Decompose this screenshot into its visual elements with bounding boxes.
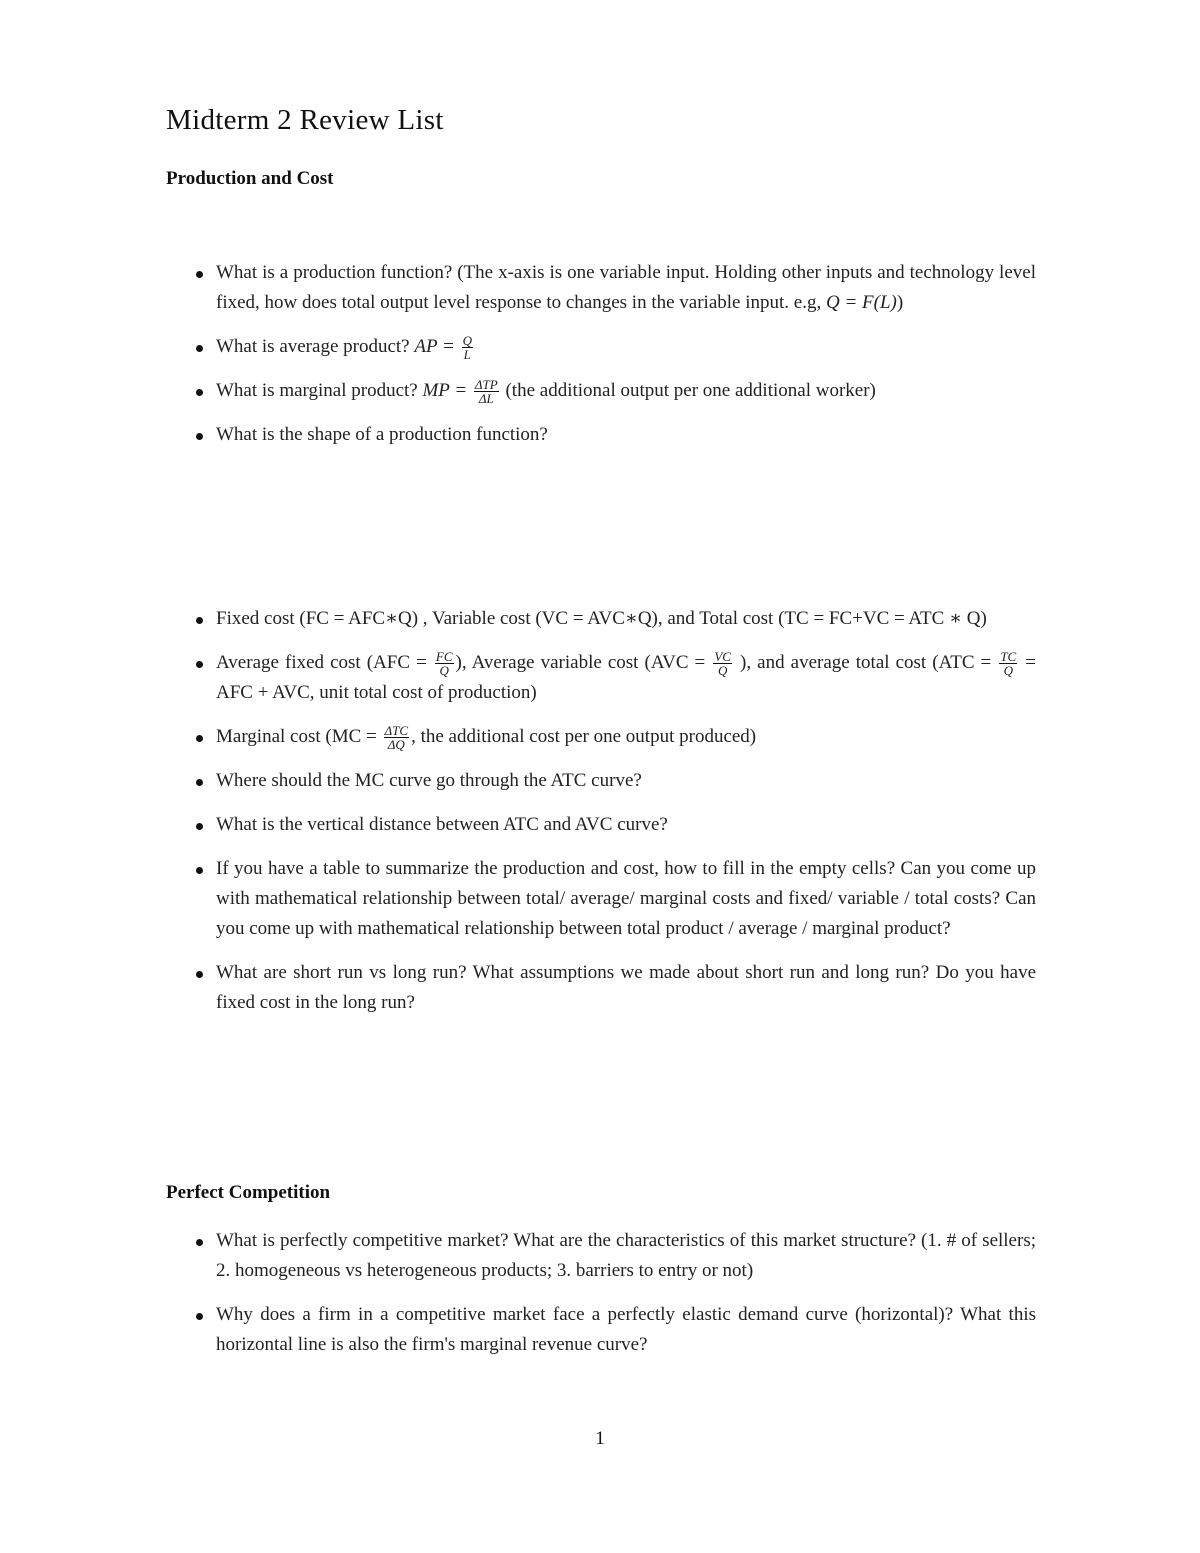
list-item: What is the shape of a production function? [166,420,1036,450]
page-number: 1 [595,1428,605,1449]
bullet-icon [196,617,203,624]
document-title: Midterm 2 Review List [166,104,444,136]
list-item: What are short run vs long run? What assumptions we made about short run and long run? Do you have fixed cost in the long run? [166,958,1036,1018]
bullet-icon [196,735,203,742]
section-heading-production: Production and Cost [166,168,334,189]
fraction: $\frac{\text{ΔTC}}{\Delta Q}$ [384,723,409,753]
bullet-icon [196,345,203,352]
list-item: Marginal cost (MC = $\frac{\text{ΔTC}}{\Delta Q}$ , the additional cost per one output produced) [166,722,1036,752]
fraction: $\frac{\text{ΔTP}}{\Delta L}$ [474,377,498,407]
bullet-icon [196,779,203,786]
fraction: $\frac{VC}{Q}$ [714,649,731,679]
list-item: What is marginal product? MP = $\frac{\text{ΔTP}}{\Delta L}$ (the additional output per one additional worker) [166,376,1036,406]
bullet-icon [196,389,203,396]
bullet-icon [196,661,203,668]
list-item: Why does a firm in a competitive market face a perfectly elastic demand curve (horizontal)? What this horizontal line is also the firm's marginal revenue curve? [166,1300,1036,1360]
list-item: What is the vertical distance between ATC and AVC curve? [166,810,1036,840]
production-list-2 [166,604,1036,1018]
bullet-icon [196,271,203,278]
bullet-icon [196,1313,203,1320]
list-item: What is perfectly competitive market? What are the characteristics of this market structure? (1. # of sellers; 2. homogeneous vs heterogeneous products; 3. barriers to entry or not) [166,1226,1036,1286]
fraction: $\frac{Q}{L}$ [462,333,472,363]
bullet-icon [196,971,203,978]
bullet-icon [196,823,203,830]
list-item: Where should the MC curve go through the ATC curve? [166,766,1036,796]
list-item: Fixed cost (FC = AFC∗Q) , Variable cost (VC = AVC∗Q), and Total cost (TC = FC+VC = ATC ∗ Q) [166,604,1036,634]
fraction: $\frac{TC}{Q}$ [1000,649,1017,679]
list-item: What is a production function? (The x-axis is one variable input. Holding other inputs and technology level fixed, how does total output level response to changes in the variable input. e.g, Q = F(L)) [166,258,1036,318]
bullet-icon [196,433,203,440]
bullet-icon [196,867,203,874]
list-item: If you have a table to summarize the production and cost, how to fill in the empty cells? Can you come up with mathematical relationship between total/ average/ marginal costs and fixed/ variable / total costs? Can you come up with mathematical relationship between total product / average / marginal product? [166,854,1036,944]
section-heading-competition: Perfect Competition [166,1182,331,1203]
fraction: $\frac{FC}{Q}$ [435,649,453,679]
bullet-icon [196,1239,203,1246]
production-list-1 [166,258,1036,450]
competition-list [166,1226,1036,1360]
list-item: Average fixed cost (AFC = $\frac{FC}{Q}$ ), Average variable cost (AVC = $\frac{VC}{Q}$ ), and average total cost (ATC = $\frac{TC}{Q}$ = AFC + AVC, unit total cost of production) [166,648,1036,708]
list-item: What is average product? AP = $\frac{Q}{L}$ [166,332,1036,362]
